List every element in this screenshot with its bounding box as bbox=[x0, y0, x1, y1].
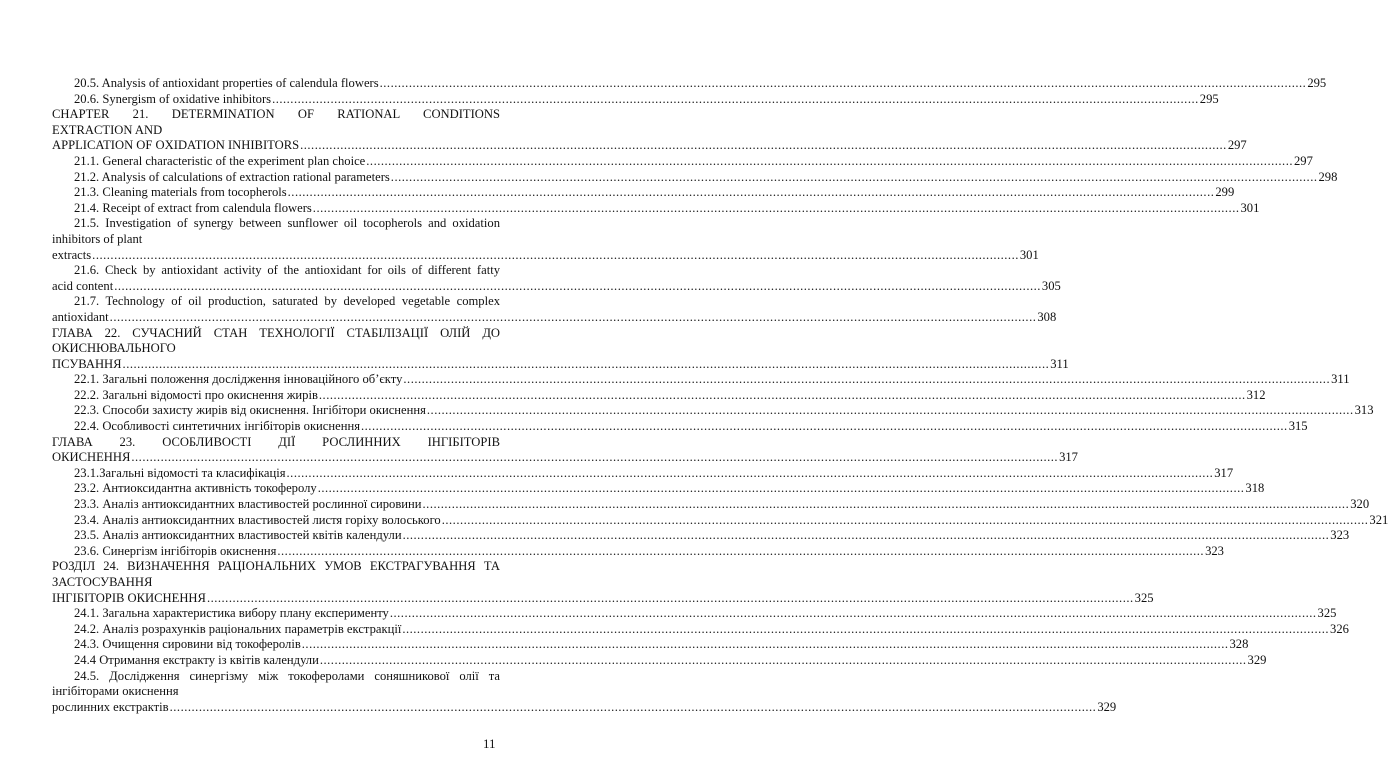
dot-leader bbox=[391, 170, 1318, 186]
toc-entry-title: 20.5. Analysis of antioxidant properties of calendula flowers bbox=[74, 76, 379, 90]
toc-entry-page: 311 bbox=[1050, 356, 1069, 371]
dot-leader bbox=[390, 606, 1317, 622]
toc-entry-title: 23.3. Аналіз антиоксидантних властивостей рослинної сировини bbox=[74, 497, 422, 512]
toc-entry bbox=[52, 169, 1338, 186]
toc-entry bbox=[52, 387, 1266, 404]
toc-entry-title: 21.3. Cleaning materials from tocopherols bbox=[74, 185, 287, 200]
toc-entry-title: ОКИСНЕННЯ bbox=[52, 450, 131, 465]
toc-heading-line: CHAPTER 21. DETERMINATION OF RATIONAL CONDITIONS bbox=[52, 107, 500, 122]
dot-leader bbox=[423, 497, 1350, 513]
toc-entry-page: 299 bbox=[1215, 185, 1235, 200]
toc-entry-page: 329 bbox=[1247, 652, 1267, 667]
toc-entry-title: 21.2. Analysis of calculations of extraction rational parameters bbox=[74, 169, 390, 184]
dot-leader bbox=[277, 544, 1204, 560]
toc-entry bbox=[52, 497, 1370, 513]
toc-entry-title: 22.3. Способи захисту жирів від окиснення. Інгібітори окиснення bbox=[74, 403, 426, 418]
toc-entry-page: 323 bbox=[1330, 528, 1350, 543]
toc-entry bbox=[52, 419, 1308, 435]
toc-entry-title: antioxidant bbox=[52, 309, 109, 324]
toc-entry bbox=[52, 309, 1057, 326]
toc-heading-line: 21.6. Check by antioxidant activity of the antioxidant for oils of different fatty bbox=[74, 263, 500, 278]
toc-entry bbox=[52, 543, 1224, 560]
toc-entry bbox=[52, 465, 1234, 482]
toc-entry-page: 308 bbox=[1037, 309, 1057, 324]
dot-leader bbox=[320, 653, 1247, 669]
toc-entry bbox=[52, 699, 1117, 716]
toc-entry bbox=[52, 403, 1374, 419]
toc-heading-line: ГЛАВА 22. СУЧАСНИЙ СТАН ТЕХНОЛОГІЇ СТАБІЛІЗАЦІЇ ОЛІЙ ДО bbox=[52, 325, 500, 340]
toc-entry-title: рослинних екстрактів bbox=[52, 699, 169, 714]
toc-entry-page: 301 bbox=[1019, 247, 1039, 262]
toc-entry bbox=[52, 356, 1069, 373]
dot-leader bbox=[272, 92, 1199, 108]
toc-heading-line: інгібіторами окиснення bbox=[52, 684, 179, 699]
toc-entry-page: 295 bbox=[1199, 91, 1219, 106]
toc-entry bbox=[52, 528, 1350, 544]
toc-entry-page: 321 bbox=[1369, 512, 1388, 527]
toc-entry-page: 311 bbox=[1331, 372, 1350, 387]
toc-heading-line: EXTRACTION AND bbox=[52, 122, 163, 137]
toc-entry-title: 20.6. Synergism of oxidative inhibitors bbox=[74, 91, 272, 106]
table-of-contents bbox=[52, 76, 1388, 715]
toc-heading-line: ГЛАВА 23. ОСОБЛИВОСТІ ДІЇ РОСЛИННИХ ІНГІБІТОРІВ bbox=[52, 434, 500, 449]
toc-entry-page: 317 bbox=[1059, 450, 1078, 465]
toc-entry-title: acid content bbox=[52, 278, 114, 293]
toc-entry-page: 325 bbox=[1317, 606, 1337, 621]
toc-entry-title: 23.1.Загальні відомості та класифікація bbox=[74, 465, 286, 480]
toc-entry-title: 24.4 Отримання екстракту із квітів календули bbox=[74, 652, 319, 667]
toc-entry bbox=[52, 481, 1265, 497]
toc-heading-line: inhibitors of plant bbox=[52, 231, 143, 246]
toc-entry-page: 315 bbox=[1288, 419, 1308, 434]
toc-entry-title: 24.3. Очищення сировини від токоферолів bbox=[74, 637, 301, 652]
dot-leader bbox=[361, 419, 1288, 435]
dot-leader bbox=[288, 185, 1215, 201]
dot-leader bbox=[402, 622, 1329, 638]
toc-entry-title: 22.2. Загальні відомості про окиснення жирів bbox=[74, 387, 318, 402]
toc-entry bbox=[52, 637, 1249, 653]
toc-entry-title: 23.4. Аналіз антиоксидантних властивостей листя горіху волоського bbox=[74, 512, 441, 527]
toc-entry-page: 297 bbox=[1227, 138, 1247, 153]
dot-leader bbox=[300, 138, 1227, 154]
dot-leader bbox=[427, 403, 1354, 419]
dot-leader bbox=[366, 154, 1293, 170]
toc-entry-page: 329 bbox=[1097, 699, 1117, 714]
dot-leader bbox=[207, 591, 1134, 607]
toc-entry bbox=[52, 652, 1267, 669]
page-number: 11 bbox=[483, 736, 496, 751]
toc-heading-line: 21.5. Investigation of synergy between sunflower oil tocopherols and oxidation bbox=[74, 216, 500, 231]
dot-leader bbox=[110, 310, 1037, 326]
toc-entry-title: 24.1. Загальна характеристика вибору плану експерименту bbox=[74, 606, 389, 621]
toc-entry-title: ІНГІБІТОРІВ ОКИСНЕННЯ bbox=[52, 590, 206, 605]
toc-entry-page: 326 bbox=[1330, 621, 1349, 636]
toc-entry-title: APPLICATION OF OXIDATION INHIBITORS bbox=[52, 138, 300, 153]
toc-entry-page: 312 bbox=[1246, 387, 1266, 402]
toc-entry-page: 298 bbox=[1318, 169, 1338, 184]
toc-entry-title: 21.1. General characteristic of the experiment plan choice bbox=[74, 153, 366, 168]
toc-entry-page: 317 bbox=[1214, 465, 1234, 480]
dot-leader bbox=[123, 357, 1050, 373]
toc-entry bbox=[52, 185, 1235, 201]
toc-entry bbox=[52, 450, 1078, 466]
toc-entry bbox=[52, 153, 1313, 170]
toc-heading-line: ОКИСНЮВАЛЬНОГО bbox=[52, 341, 176, 356]
toc-entry bbox=[52, 76, 1327, 92]
dot-leader bbox=[442, 513, 1369, 529]
toc-entry-title: extracts bbox=[52, 247, 92, 262]
toc-entry bbox=[52, 606, 1337, 622]
dot-leader bbox=[302, 637, 1229, 653]
dot-leader bbox=[170, 700, 1097, 716]
toc-entry-page: 323 bbox=[1205, 543, 1224, 558]
toc-entry bbox=[52, 200, 1260, 217]
toc-entry-title: 22.4. Особливості синтетичних інгібіторів окиснення bbox=[74, 419, 360, 434]
toc-entry-title: 22.1. Загальні положення дослідження інноваційного об’єкту bbox=[74, 372, 403, 387]
toc-entry bbox=[52, 512, 1388, 529]
toc-heading-line: 21.7. Technology of oil production, saturated by developed vegetable complex bbox=[74, 294, 500, 309]
dot-leader bbox=[380, 76, 1307, 92]
toc-entry-title: 23.2. Антиоксидантна активність токоферолу bbox=[74, 481, 317, 496]
toc-entry-page: 305 bbox=[1041, 278, 1061, 293]
toc-entry-title: ПСУВАННЯ bbox=[52, 356, 122, 371]
toc-entry bbox=[52, 91, 1219, 108]
toc-heading-line: РОЗДІЛ 24. ВИЗНАЧЕННЯ РАЦІОНАЛЬНИХ УМОВ ЕКСТРАГУВАННЯ ТА bbox=[52, 559, 500, 574]
dot-leader bbox=[287, 466, 1214, 482]
dot-leader bbox=[313, 201, 1240, 217]
toc-entry-page: 297 bbox=[1293, 153, 1313, 168]
toc-entry-page: 301 bbox=[1240, 200, 1260, 215]
dot-leader bbox=[319, 388, 1246, 404]
dot-leader bbox=[403, 528, 1330, 544]
toc-entry bbox=[52, 372, 1350, 388]
toc-entry-title: 23.6. Синергізм інгібіторів окиснення bbox=[74, 543, 277, 558]
dot-leader bbox=[92, 248, 1019, 264]
toc-entry bbox=[52, 247, 1039, 264]
dot-leader bbox=[131, 450, 1058, 466]
toc-entry bbox=[52, 621, 1349, 638]
toc-heading-line: 24.5. Дослідження синергізму між токоферолами соняшникової олії та bbox=[74, 668, 500, 683]
toc-entry-page: 320 bbox=[1350, 497, 1370, 512]
toc-entry bbox=[52, 590, 1154, 607]
dot-leader bbox=[318, 481, 1245, 497]
dot-leader bbox=[403, 372, 1330, 388]
toc-entry-page: 325 bbox=[1134, 590, 1154, 605]
toc-entry-title: 21.4. Receipt of extract from calendula flowers bbox=[74, 200, 312, 215]
toc-entry bbox=[52, 138, 1247, 154]
toc-entry-page: 295 bbox=[1307, 76, 1327, 90]
toc-entry-page: 328 bbox=[1229, 637, 1249, 652]
toc-entry-page: 318 bbox=[1245, 481, 1265, 496]
dot-leader bbox=[114, 279, 1041, 295]
toc-entry-title: 23.5. Аналіз антиоксидантних властивостей квітів календули bbox=[74, 528, 402, 543]
toc-entry-page: 313 bbox=[1354, 403, 1374, 418]
toc-heading-line: ЗАСТОСУВАННЯ bbox=[52, 575, 153, 589]
toc-entry bbox=[52, 278, 1061, 295]
toc-entry-title: 24.2. Аналіз розрахунків раціональних параметрів екстракції bbox=[74, 621, 402, 636]
